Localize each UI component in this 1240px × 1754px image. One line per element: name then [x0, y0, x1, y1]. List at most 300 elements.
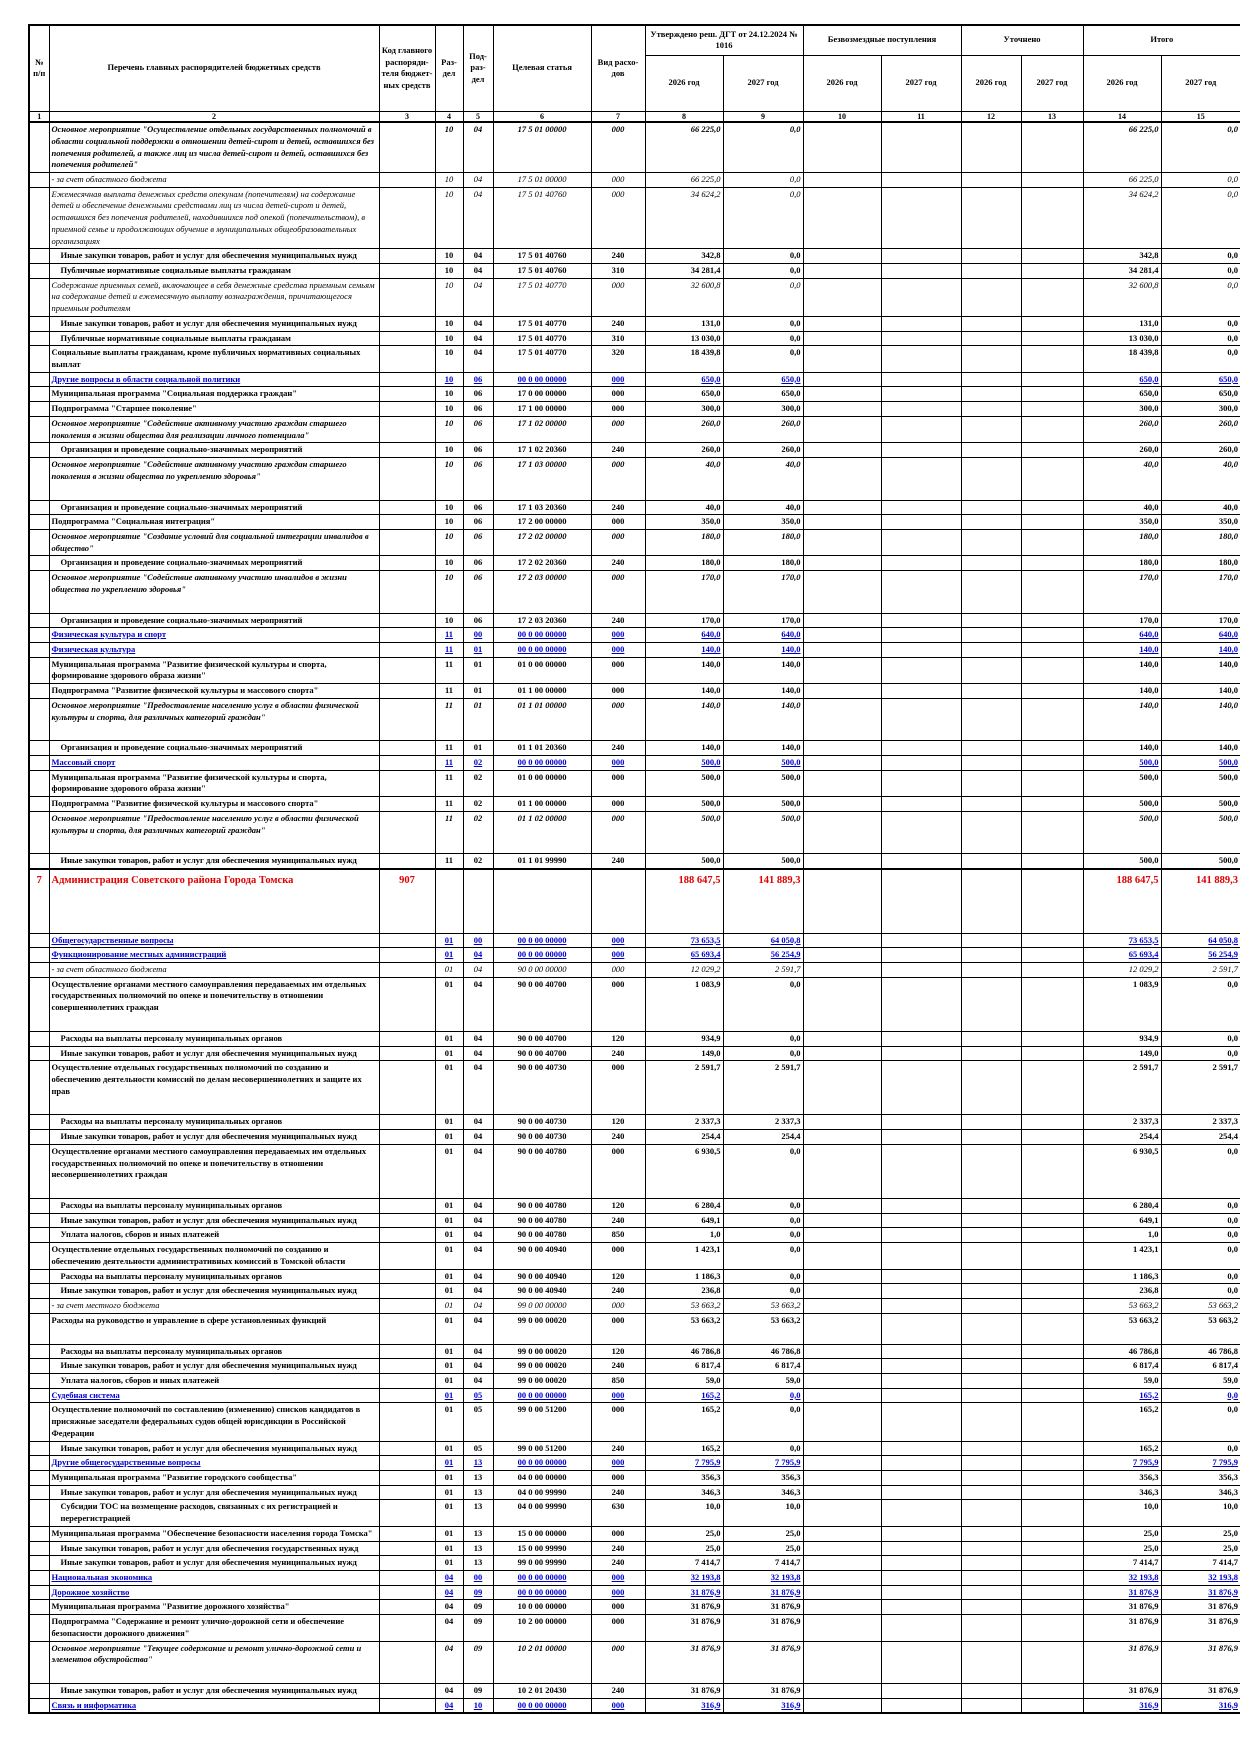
- gratuitous-2026-cell: [803, 1243, 881, 1269]
- specified-2026-cell: [961, 948, 1021, 963]
- total-2027-cell: 0,0: [1161, 1388, 1240, 1403]
- row-name-cell: Подпрограмма "Социальная интеграция": [49, 515, 379, 530]
- total-2027-cell: 500,0: [1161, 770, 1240, 796]
- table-row: [29, 1228, 1240, 1243]
- grbs-code-cell: [379, 1359, 435, 1374]
- target-article-cell: 01 0 00 00000: [493, 770, 591, 796]
- row-num-cell: [29, 977, 49, 1031]
- gratuitous-2027-cell: [881, 1403, 961, 1441]
- row-num-cell: [29, 770, 49, 796]
- grbs-code-cell: [379, 249, 435, 264]
- approved-2027-cell: 40,0: [723, 500, 803, 515]
- razdel-cell: 10: [435, 556, 463, 571]
- expense-type-cell: 000: [591, 977, 645, 1031]
- row-num-cell: [29, 500, 49, 515]
- approved-2026-cell: 165,2: [645, 1388, 723, 1403]
- gratuitous-2027-cell: [881, 1213, 961, 1228]
- podrazdel-cell: 04: [463, 1243, 493, 1269]
- total-2026-cell: 53 663,2: [1083, 1299, 1161, 1314]
- target-article-cell: 99 0 00 99990: [493, 1556, 591, 1571]
- row-num-cell: [29, 1526, 49, 1541]
- total-2026-cell: 500,0: [1083, 770, 1161, 796]
- column-number: 7: [591, 111, 645, 122]
- table-row: [29, 1046, 1240, 1061]
- specified-2026-cell: [961, 1144, 1021, 1198]
- razdel-cell: 11: [435, 741, 463, 756]
- specified-2026-cell: [961, 854, 1021, 869]
- column-number: 3: [379, 111, 435, 122]
- podrazdel-cell: 05: [463, 1403, 493, 1441]
- specified-2027-cell: [1021, 657, 1083, 683]
- row-name-cell: Муниципальная программа "Развитие физической культуры и спорта, формирование здорового образа жизни": [49, 770, 379, 796]
- specified-2026-cell: [961, 1526, 1021, 1541]
- approved-2027-cell: 0,0: [723, 264, 803, 279]
- podrazdel-cell: 13: [463, 1541, 493, 1556]
- gratuitous-2026-cell: [803, 1556, 881, 1571]
- total-2027-cell: 0,0: [1161, 264, 1240, 279]
- table-row: [29, 977, 1240, 1031]
- gratuitous-2026-cell: [803, 1373, 881, 1388]
- expense-type-cell: 000: [591, 458, 645, 500]
- table-row: [29, 1615, 1240, 1641]
- row-num-cell: [29, 1115, 49, 1130]
- row-name-cell: Расходы на выплаты персоналу муниципальных органов: [49, 1269, 379, 1284]
- column-number: 11: [881, 111, 961, 122]
- gratuitous-2027-cell: [881, 1228, 961, 1243]
- expense-type-cell: 000: [591, 962, 645, 977]
- razdel-cell: 01: [435, 1046, 463, 1061]
- grbs-code-cell: [379, 854, 435, 869]
- approved-2026-cell: 180,0: [645, 556, 723, 571]
- specified-2026-cell: [961, 1115, 1021, 1130]
- approved-2026-cell: 236,8: [645, 1284, 723, 1299]
- razdel-cell: 01: [435, 1130, 463, 1145]
- total-2026-cell: 236,8: [1083, 1284, 1161, 1299]
- specified-2026-cell: [961, 741, 1021, 756]
- expense-type-cell: 000: [591, 1698, 645, 1713]
- expense-type-cell: 240: [591, 443, 645, 458]
- row-name-cell: Иные закупки товаров, работ и услуг для обеспечения муниципальных нужд: [49, 1684, 379, 1699]
- gratuitous-2026-cell: [803, 698, 881, 740]
- specified-2027-cell: [1021, 571, 1083, 613]
- expense-type-cell: 000: [591, 515, 645, 530]
- gratuitous-2026-cell: [803, 122, 881, 172]
- specified-2027-cell: [1021, 1600, 1083, 1615]
- gratuitous-2026-cell: [803, 443, 881, 458]
- approved-2027-cell: 170,0: [723, 571, 803, 613]
- approved-2026-cell: 342,8: [645, 249, 723, 264]
- table-row: [29, 443, 1240, 458]
- specified-2027-cell: [1021, 948, 1083, 963]
- approved-2026-cell: 260,0: [645, 416, 723, 442]
- specified-2026-cell: [961, 977, 1021, 1031]
- gratuitous-2027-cell: [881, 1243, 961, 1269]
- specified-2026-cell: [961, 1600, 1021, 1615]
- row-num-cell: [29, 1403, 49, 1441]
- approved-2026-cell: 6 280,4: [645, 1199, 723, 1214]
- table-row: [29, 1243, 1240, 1269]
- gratuitous-2026-cell: [803, 1031, 881, 1046]
- gratuitous-2027-cell: [881, 1585, 961, 1600]
- specified-2027-cell: [1021, 1243, 1083, 1269]
- total-2027-cell: 64 050,8: [1161, 933, 1240, 948]
- total-2026-cell: 170,0: [1083, 571, 1161, 613]
- gratuitous-2027-cell: [881, 1485, 961, 1500]
- razdel-cell: 10: [435, 264, 463, 279]
- table-row: [29, 372, 1240, 387]
- approved-2026-cell: 13 030,0: [645, 331, 723, 346]
- row-name-cell: Подпрограмма "Старшее поколение": [49, 402, 379, 417]
- total-2026-cell: 18 439,8: [1083, 346, 1161, 372]
- expense-type-cell: 000: [591, 657, 645, 683]
- grbs-code-cell: [379, 571, 435, 613]
- approved-2027-cell: 260,0: [723, 443, 803, 458]
- approved-2026-cell: 53 663,2: [645, 1299, 723, 1314]
- razdel-cell: 04: [435, 1585, 463, 1600]
- grbs-code-cell: [379, 443, 435, 458]
- grbs-code-cell: [379, 933, 435, 948]
- approved-2026-cell: 180,0: [645, 529, 723, 555]
- target-article-cell: 01 1 01 00000: [493, 698, 591, 740]
- specified-2027-cell: [1021, 1115, 1083, 1130]
- podrazdel-cell: 04: [463, 977, 493, 1031]
- podrazdel-cell: 02: [463, 854, 493, 869]
- grbs-code-cell: [379, 1243, 435, 1269]
- expense-type-cell: 240: [591, 1359, 645, 1374]
- gratuitous-2027-cell: [881, 657, 961, 683]
- column-number: 8: [645, 111, 723, 122]
- razdel-cell: 01: [435, 1115, 463, 1130]
- approved-2026-cell: 2 591,7: [645, 1061, 723, 1115]
- approved-2026-cell: 500,0: [645, 811, 723, 853]
- approved-2027-cell: 0,0: [723, 977, 803, 1031]
- expense-type-cell: 000: [591, 1313, 645, 1344]
- total-2026-cell: 180,0: [1083, 529, 1161, 555]
- expense-type-cell: 000: [591, 402, 645, 417]
- razdel-cell: 11: [435, 642, 463, 657]
- approved-2027-cell: 0,0: [723, 1031, 803, 1046]
- gratuitous-2026-cell: [803, 1061, 881, 1115]
- specified-2027-cell: [1021, 1359, 1083, 1374]
- specified-2026-cell: [961, 1541, 1021, 1556]
- grbs-code-cell: [379, 1600, 435, 1615]
- specified-2027-cell: [1021, 1061, 1083, 1115]
- target-article-cell: 90 0 00 00000: [493, 962, 591, 977]
- podrazdel-cell: 06: [463, 515, 493, 530]
- grbs-code-cell: [379, 1269, 435, 1284]
- target-article-cell: 01 0 00 00000: [493, 657, 591, 683]
- specified-2026-cell: [961, 278, 1021, 316]
- gratuitous-2026-cell: [803, 948, 881, 963]
- row-name-cell: Муниципальная программа "Обеспечение безопасности населения города Томска": [49, 1526, 379, 1541]
- approved-2027-cell: 650,0: [723, 372, 803, 387]
- total-2027-cell: 25,0: [1161, 1526, 1240, 1541]
- razdel-cell: 01: [435, 1359, 463, 1374]
- approved-2027-cell: 31 876,9: [723, 1600, 803, 1615]
- podrazdel-cell: 04: [463, 1031, 493, 1046]
- razdel-cell: 10: [435, 249, 463, 264]
- approved-2026-cell: 188 647,5: [645, 869, 723, 933]
- expense-type-cell: 000: [591, 372, 645, 387]
- approved-2027-cell: 59,0: [723, 1373, 803, 1388]
- expense-type-cell: 000: [591, 187, 645, 249]
- gratuitous-2026-cell: [803, 278, 881, 316]
- approved-2026-cell: 6 930,5: [645, 1144, 723, 1198]
- grbs-code-cell: [379, 1441, 435, 1456]
- target-article-cell: 99 0 00 00020: [493, 1359, 591, 1374]
- total-2026-cell: 500,0: [1083, 797, 1161, 812]
- gratuitous-2027-cell: [881, 1299, 961, 1314]
- specified-2026-cell: [961, 933, 1021, 948]
- target-article-cell: 17 5 01 40770: [493, 346, 591, 372]
- gratuitous-2026-cell: [803, 500, 881, 515]
- target-article-cell: 00 0 00 00000: [493, 372, 591, 387]
- target-article-cell: [493, 869, 591, 933]
- approved-2026-cell: 65 693,4: [645, 948, 723, 963]
- row-name-cell: Подпрограмма "Развитие физической культуры и массового спорта": [49, 684, 379, 699]
- grbs-code-cell: [379, 1526, 435, 1541]
- total-2026-cell: 31 876,9: [1083, 1641, 1161, 1683]
- row-num-cell: [29, 1313, 49, 1344]
- total-2027-cell: 10,0: [1161, 1500, 1240, 1526]
- specified-2027-cell: [1021, 443, 1083, 458]
- specified-2027-cell: [1021, 1284, 1083, 1299]
- gratuitous-2027-cell: [881, 1373, 961, 1388]
- table-row: [29, 933, 1240, 948]
- total-2027-cell: 650,0: [1161, 387, 1240, 402]
- row-num-cell: [29, 529, 49, 555]
- specified-2027-cell: [1021, 854, 1083, 869]
- target-article-cell: 17 5 01 40760: [493, 187, 591, 249]
- expense-type-cell: 000: [591, 1299, 645, 1314]
- razdel-cell: 01: [435, 1243, 463, 1269]
- specified-2027-cell: [1021, 278, 1083, 316]
- podrazdel-cell: 06: [463, 500, 493, 515]
- razdel-cell: 04: [435, 1698, 463, 1713]
- row-name-cell: Основное мероприятие "Содействие активному участию граждан старшего поколения в жизни общества по укреплению здоровья": [49, 458, 379, 500]
- approved-2026-cell: 356,3: [645, 1470, 723, 1485]
- table-row: [29, 458, 1240, 500]
- approved-2026-cell: 1 186,3: [645, 1269, 723, 1284]
- podrazdel-cell: 04: [463, 331, 493, 346]
- approved-2027-cell: 300,0: [723, 402, 803, 417]
- razdel-cell: 11: [435, 797, 463, 812]
- grbs-code-cell: [379, 948, 435, 963]
- gratuitous-2027-cell: [881, 1115, 961, 1130]
- approved-2026-cell: 640,0: [645, 628, 723, 643]
- table-row: [29, 278, 1240, 316]
- approved-2026-cell: 165,2: [645, 1403, 723, 1441]
- group-header-approved: Утверждено реш. ДГТ от 24.12.2024 № 1016: [645, 25, 803, 55]
- gratuitous-2027-cell: [881, 811, 961, 853]
- specified-2027-cell: [1021, 249, 1083, 264]
- grbs-code-cell: [379, 372, 435, 387]
- row-name-cell: Общегосударственные вопросы: [49, 933, 379, 948]
- table-row: [29, 1556, 1240, 1571]
- podrazdel-cell: 04: [463, 1115, 493, 1130]
- expense-type-cell: 000: [591, 1526, 645, 1541]
- podrazdel-cell: 04: [463, 1284, 493, 1299]
- specified-2026-cell: [961, 1615, 1021, 1641]
- approved-2026-cell: 170,0: [645, 571, 723, 613]
- row-num-cell: [29, 443, 49, 458]
- expense-type-cell: 310: [591, 264, 645, 279]
- approved-2026-cell: 500,0: [645, 770, 723, 796]
- razdel-cell: 01: [435, 1284, 463, 1299]
- grbs-code-cell: [379, 770, 435, 796]
- specified-2026-cell: [961, 1199, 1021, 1214]
- approved-2026-cell: 34 281,4: [645, 264, 723, 279]
- approved-2026-cell: 300,0: [645, 402, 723, 417]
- total-2027-cell: 31 876,9: [1161, 1600, 1240, 1615]
- total-2026-cell: 6 817,4: [1083, 1359, 1161, 1374]
- razdel-cell: 10: [435, 346, 463, 372]
- budget-table-header: [29, 25, 1240, 122]
- expense-type-cell: 000: [591, 1243, 645, 1269]
- row-name-cell: Иные закупки товаров, работ и услуг для обеспечения муниципальных нужд: [49, 1284, 379, 1299]
- expense-type-cell: 120: [591, 1199, 645, 1214]
- row-name-cell: Субсидии ТОС на возмещение расходов, связанных с их регистрацией и перерегистрацией: [49, 1500, 379, 1526]
- col-header-podrazdel: Под-раз-дел: [463, 25, 493, 111]
- expense-type-cell: 000: [591, 770, 645, 796]
- specified-2027-cell: [1021, 316, 1083, 331]
- gratuitous-2027-cell: [881, 977, 961, 1031]
- grbs-code-cell: [379, 122, 435, 172]
- approved-2026-cell: 140,0: [645, 657, 723, 683]
- target-article-cell: 17 2 03 00000: [493, 571, 591, 613]
- table-row: [29, 1500, 1240, 1526]
- row-num-cell: [29, 1500, 49, 1526]
- row-num-cell: [29, 1571, 49, 1586]
- gratuitous-2027-cell: [881, 869, 961, 933]
- specified-2027-cell: [1021, 515, 1083, 530]
- total-2026-cell: 6 930,5: [1083, 1144, 1161, 1198]
- gratuitous-2026-cell: [803, 1284, 881, 1299]
- razdel-cell: 01: [435, 962, 463, 977]
- row-name-cell: Организация и проведение социально-значимых мероприятий: [49, 741, 379, 756]
- specified-2026-cell: [961, 657, 1021, 683]
- specified-2027-cell: [1021, 1031, 1083, 1046]
- col-header-target-article: Целевая статья: [493, 25, 591, 111]
- gratuitous-2027-cell: [881, 1571, 961, 1586]
- table-row: [29, 346, 1240, 372]
- gratuitous-2026-cell: [803, 1500, 881, 1526]
- table-row: [29, 684, 1240, 699]
- total-2026-cell: 165,2: [1083, 1403, 1161, 1441]
- row-name-cell: - за счет местного бюджета: [49, 1299, 379, 1314]
- total-2026-cell: 650,0: [1083, 387, 1161, 402]
- table-row: [29, 402, 1240, 417]
- expense-type-cell: [591, 869, 645, 933]
- total-2026-cell: 346,3: [1083, 1485, 1161, 1500]
- grbs-code-cell: [379, 458, 435, 500]
- razdel-cell: 11: [435, 698, 463, 740]
- table-row: [29, 1441, 1240, 1456]
- gratuitous-2026-cell: [803, 458, 881, 500]
- approved-2026-cell: 650,0: [645, 372, 723, 387]
- gratuitous-2026-cell: [803, 372, 881, 387]
- podrazdel-cell: 01: [463, 684, 493, 699]
- row-num-cell: [29, 811, 49, 853]
- column-number: 10: [803, 111, 881, 122]
- total-2027-cell: 500,0: [1161, 811, 1240, 853]
- column-number: 2: [49, 111, 379, 122]
- razdel-cell: 10: [435, 172, 463, 187]
- grbs-code-cell: [379, 1344, 435, 1359]
- row-num-cell: [29, 933, 49, 948]
- podrazdel-cell: 00: [463, 933, 493, 948]
- razdel-cell: 10: [435, 500, 463, 515]
- approved-2027-cell: 180,0: [723, 556, 803, 571]
- specified-2026-cell: [961, 556, 1021, 571]
- specified-2027-cell: [1021, 331, 1083, 346]
- table-row: [29, 797, 1240, 812]
- specified-2026-cell: [961, 1269, 1021, 1284]
- approved-2026-cell: 649,1: [645, 1213, 723, 1228]
- approved-2026-cell: 260,0: [645, 443, 723, 458]
- grbs-code-cell: [379, 1456, 435, 1471]
- table-row: [29, 811, 1240, 853]
- approved-2027-cell: 0,0: [723, 346, 803, 372]
- specified-2027-cell: [1021, 1228, 1083, 1243]
- gratuitous-2027-cell: [881, 854, 961, 869]
- specified-2026-cell: [961, 1228, 1021, 1243]
- gratuitous-2026-cell: [803, 346, 881, 372]
- expense-type-cell: 000: [591, 948, 645, 963]
- total-2027-cell: 0,0: [1161, 977, 1240, 1031]
- podrazdel-cell: 06: [463, 402, 493, 417]
- specified-2026-cell: [961, 770, 1021, 796]
- expense-type-cell: 850: [591, 1373, 645, 1388]
- row-num-cell: [29, 1144, 49, 1198]
- target-article-cell: 90 0 00 40700: [493, 1031, 591, 1046]
- razdel-cell: 01: [435, 1299, 463, 1314]
- total-2027-cell: 0,0: [1161, 249, 1240, 264]
- podrazdel-cell: 02: [463, 797, 493, 812]
- row-num-cell: [29, 698, 49, 740]
- total-2026-cell: 650,0: [1083, 372, 1161, 387]
- target-article-cell: 99 0 00 00020: [493, 1373, 591, 1388]
- row-num-cell: [29, 948, 49, 963]
- grbs-code-cell: [379, 515, 435, 530]
- gratuitous-2026-cell: [803, 529, 881, 555]
- total-2026-cell: 342,8: [1083, 249, 1161, 264]
- podrazdel-cell: 04: [463, 1269, 493, 1284]
- row-num-cell: [29, 741, 49, 756]
- total-2026-cell: 65 693,4: [1083, 948, 1161, 963]
- table-row: [29, 416, 1240, 442]
- grbs-code-cell: [379, 172, 435, 187]
- row-num-cell: [29, 515, 49, 530]
- specified-2026-cell: [961, 1470, 1021, 1485]
- gratuitous-2027-cell: [881, 1359, 961, 1374]
- approved-2027-cell: 2 591,7: [723, 1061, 803, 1115]
- total-2027-cell: 59,0: [1161, 1373, 1240, 1388]
- approved-2026-cell: 12 029,2: [645, 962, 723, 977]
- razdel-cell: 10: [435, 458, 463, 500]
- row-num-cell: [29, 1470, 49, 1485]
- total-2026-cell: 31 876,9: [1083, 1615, 1161, 1641]
- total-2026-cell: 2 337,3: [1083, 1115, 1161, 1130]
- gratuitous-2027-cell: [881, 416, 961, 442]
- gratuitous-2027-cell: [881, 1684, 961, 1699]
- gratuitous-2027-cell: [881, 556, 961, 571]
- approved-2026-cell: 2 337,3: [645, 1115, 723, 1130]
- row-name-cell: Основное мероприятие "Содействие активному участию инвалидов в жизни общества по укреплению здоровья": [49, 571, 379, 613]
- podrazdel-cell: 04: [463, 1344, 493, 1359]
- total-2027-cell: 0,0: [1161, 172, 1240, 187]
- gratuitous-2027-cell: [881, 962, 961, 977]
